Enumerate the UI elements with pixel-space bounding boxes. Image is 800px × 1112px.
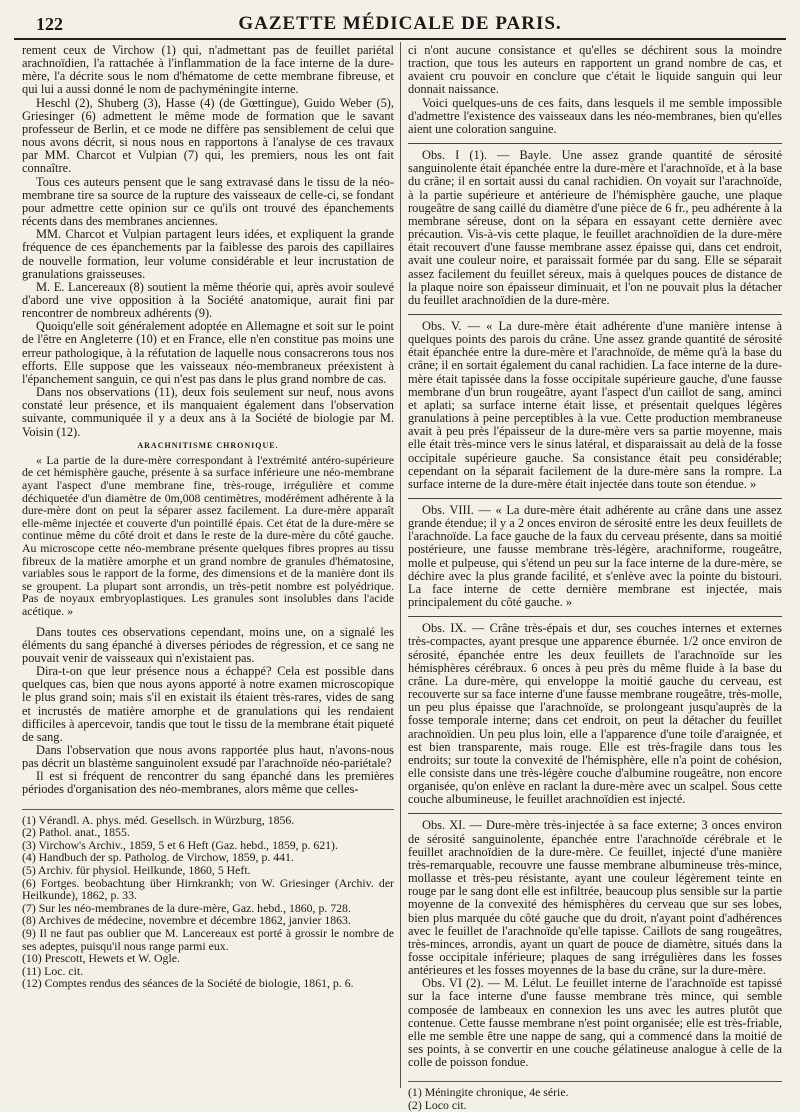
paragraph: Heschl (2), Shuberg (3), Hasse (4) (de Gœttingue), Guido Weber (5), Griesinger (6) admettent le même mode de formation que le savant professeur de Berlin, et ce mode ne diffère pas sensiblement de celui que nous avons décrit, si nous nous en rapportons à l'analyse de ces travaux par MM. Charcot et Vulpian (7) qui, les premiers, nous les ont fait connaître.	[22, 95, 394, 176]
observation-block	[408, 498, 782, 609]
footnote-divider	[408, 1081, 782, 1082]
footnote: (12) Comptes rendus des séances de la Société de biologie, 1861, p. 6.	[22, 976, 354, 991]
section-subheading: ARACHNITISME CHRONIQUE.	[137, 440, 279, 450]
footnote: (4) Handbuch der sp. Patholog. de Virchow, 1859, p. 441.	[22, 850, 294, 865]
page-header	[14, 12, 786, 40]
observation-text: Obs. IX. — Crâne très-épais et dur, ses couches internes et externes très-compactes, ayant presque une apparence éburnée. 1/2 once environ de sérosité, épanchée entre les deux feuillets de l'arachnoïde sur les hémisphères cérébraux. 6 onces à peu près du même fluide à la base du crâne. La dure-mère, qui enveloppe la moitié gauche du cerveau, est recouverte sur sa face interne d'une fausse membrane rougeâtre, très-molle, un peu plus épaisse que l'arachnoïde, se prolongeant jusqu'auprès de la fosse temporale interne; dans cet endroit, on peut la détacher du feuillet arachnoïdien. Un peu plus loin, elle a l'apparence d'une toile d'araignée, et est bien transparente, mais rouge. Elle est très-fragile dans tous les endroits; sur toute la convexité de l'hémisphère, elle n'a point de cohésion, elle consiste dans une très-légère couche d'albumine rougeâtre, non encore organisée, qu'on enlève en raclant la dure-mère avec un scalpel. Sous cette couche albumineuse, le feuillet arachnoïdien est injecté.	[408, 621, 782, 807]
observation-text: Obs. V. — « La dure-mère était adhérente d'une manière intense à quelques points des parois du crâne. Une assez grande quantité de sérosité était épanchée entre la dure-mère et l'arachnoïde, de même qu'à la base du crâne; il en sortait également du canal rachidien. La face interne de la dure-mère était tapissée dans la fosse occipitale supérieure gauche, d'une fausse membrane d'un brun rougeâtre, ayant l'aspect d'un caillot de sang, aminci et aplati; sa surface interne était lisse, et présentait quelques légères granulations à peine perceptibles à la vue. Cette production membraneuse avait à peu près l'épaisseur de la dure-mère vers sa partie moyenne, mais elle était très-mince vers le sinus latéral, et disparaissait au delà de la fosse occipitale supérieure gauche. Sa consistance était peu considérable; cependant on la séparait facilement de la dure-mère sans la rompre. La surface interne de la dure-mère était injectée dans toute son étendue. »	[408, 318, 782, 491]
paragraph: MM. Charcot et Vulpian partagent leurs idées, et expliquent la grande fréquence de ces épanchements par la faiblesse des parois des capillaires de nouvelle formation, leur volume considérable et leur incrustation de granulations graisseuses.	[22, 227, 394, 281]
observation-text: Obs. VIII. — « La dure-mère était adhérente au crâne dans une assez grande étendue; il y a 2 onces environ de sérosité entre les deux feuillets de l'arachnoïde. La face gauche de la faux du cerveau présente, dans sa moitié postérieure, une fausse membrane très-légère, arachniforme, rougeâtre, molle et pulpeuse, qui s'étend un peu sur la face interne de la dure-mère, se déchire avec la plus grande facilité, et s'enlève avec la pointe du bistouri. La face interne de cette dernière membrane est injectée, mais principalement du côté gauche. »	[408, 503, 782, 610]
left-column	[22, 44, 394, 990]
observation-block	[408, 616, 782, 806]
paragraph: M. E. Lancereaux (8) soutient la même théorie qui, après avoir soulevé d'abord une vive opposition à la Société anatomique, aurait fini par rencontrer de nombreux adhérents (9).	[22, 279, 394, 321]
footnote: (9) Il ne faut pas oublier que M. Lancereaux est porté à grossir le nombre de ses adeptes, puisqu'il nous range parmi eux.	[22, 925, 394, 953]
footnote: (7) Sur les néo-membranes de la dure-mère, Gaz. hebd., 1860, p. 728.	[22, 900, 351, 915]
paragraph: Dans l'observation que nous avons rapportée plus haut, n'avons-nous pas décrit un blastème sanguinolent exsudé par l'arachnoïde néo-pariétale?	[22, 742, 394, 771]
footnote: (8) Archives de médecine, novembre et décembre 1862, janvier 1863.	[22, 913, 351, 928]
paragraph: ci n'ont aucune consistance et qu'elles se déchirent sous la moindre traction, que tous les auteurs en rapportent un grand nombre de cas, et avaient cru pouvoir en conclure que c'était le liquide sanguin qui leur donnait naissance.	[408, 43, 782, 97]
paragraph: Dira-t-on que leur présence nous a échappé? Cela est possible dans quelques cas, bien que nous ayons apporté à notre examen microscopique le plus grand soin; mais s'il en existait ils étaient très-rares, vides de sang et incrustés de matière amorphe et de granulations qui les rendaient difficiles à apercevoir, tandis que tout le tissu de la membrane était piqueté de sang.	[22, 664, 394, 744]
observation-text: Obs. XI. — Dure-mère très-injectée à sa face externe; 3 onces environ de sérosité sanguinolente, épanchée entre l'arachnoïde cérébrale et le feuillet arachnoïdien de la dure-mère. Ce feuillet, injecté d'une manière très-remarquable, recouvre une fausse membrane albumineuse très-mince, mollasse et très-peu résistante, ayant une couleur légèrement teinte en rouge par le sang dont elle est infiltrée, beaucoup plus sensible sur la partie moyenne de la convexité des hémisphères du cerveau que sur ses lobes, bien plus marquée du côté gauche que du droit, n'ayant point d'adhérences avec le feuillet de l'arachnoïde qu'elle tapisse. Caillots de sang rougeâtres, très-minces, arrondis, ayant un quart de pouce de diamètre, situés dans la fosse occipitale inférieure; plaques de sang irrégulières dans les fosses antérieures et les fosses moyennes de la base du crâne, sur la dure-mère.	[408, 818, 782, 978]
paragraph: Quoiqu'elle soit généralement adoptée en Allemagne et soit sur le point de l'être en Angleterre (10) et en France, elle n'en constitue pas moins une erreur pathologique, à la réfutation de laquelle nous consacrerons tous nos efforts. Elle suppose que les vaisseaux néo-membraneux préexistent à l'épanchement sanguin, ce qui n'est pas dans le plus grand nombre de cas.	[22, 319, 394, 386]
right-column	[408, 44, 782, 1112]
footnote: (6) Fortges. beobachtung über Hirnkrankh; von W. Griesinger (Archiv. der Heilkunde), 1862, p. 33.	[22, 875, 394, 903]
footnote: (1) Méningite chronique, 4e série.	[408, 1085, 569, 1100]
footnote: (11) Loc. cit.	[22, 963, 84, 978]
footnote: (3) Virchow's Archiv., 1859, 5 et 6 Heft (Gaz. hebd., 1859, p. 621).	[22, 837, 338, 852]
paragraph: rement ceux de Virchow (1) qui, n'admettant pas de feuillet pariétal arachnoïdien, l'a rattachée à l'inflammation de la face interne de la dure-mère, l'a décrite sous le nom d'hématome de cette membrane fibreuse, et qui lui a aussi donné le nom de pachyméningite interne.	[22, 43, 394, 97]
quoted-observation: « La partie de la dure-mère correspondant à l'extrémité antéro-supérieure de cet hémisphère gauche, présente à sa surface inférieure une néo-membrane ayant l'aspect d'une membrane fine, très-rouge, irrégulière et comme déchiquetée d'un diamètre de 0m,008 centimètres, modérément adhérente à la dure-mère dont on peut la séparer assez facilement. La dure-mère apparaît elle-même injectée et couverte d'un pointillé épais. Cet état de la dure-mère se continue même du côté droit et dans le reste de la dure-mère du côté gauche. Au microscope cette néo-membrane présente quelques fibres propres au tissu fibreux de la matière amorphe et un grand nombre de granules d'hématosine, variables sous le rapport de la forme, des dimensions et de la manière dont ils se groupent. La plupart sont arrondis, un très-petit nombre est polyédrique. Pas de noyaux embryoplastiques. Les granules sont insolubles dans l'acide acétique. »	[22, 452, 394, 618]
page-number: 122	[36, 14, 63, 34]
footnote: (10) Prescott, Hewets et W. Ogle.	[22, 951, 180, 966]
paragraph: Voici quelques-uns de ces faits, dans lesquels il me semble impossible d'admettre l'existence des vaisseaux dans les néo-membranes, bien qu'elles aient une coloration sanguine.	[408, 95, 782, 136]
observation-block	[408, 143, 782, 307]
observation-block	[408, 314, 782, 491]
paragraph: Dans toutes ces observations cependant, moins une, on a signalé les éléments du sang épanché à diverses périodes de régression, et ce sang ne pouvait venir de vaisseaux qui n'existaient pas.	[22, 624, 394, 665]
observation-block	[408, 813, 782, 1069]
observation-text: Obs. I (1). — Bayle. Une assez grande quantité de sérosité sanguinolente était épanchée entre la dure-mère et l'arachnoïde, et à la base du crâne; il en sortait aussi du canal rachidien. On voyait sur l'arachnoïde, à la partie supérieure et antérieure de l'hémisphère gauche, une plaque rougeâtre de sang caillé du diamètre d'une pièce de 6 fr., peu adhérente à la membrane séreuse, dont on la sépara en essayant cette dernière avec précaution. Vis-à-vis cette plaque, le feuillet arachnoïdien de la dure-mère était recouvert d'une fausse membrane assez épaisse qui, dans cet endroit, avait une couleur noire, et paraissait formée par du sang. Elle se séparait assez facilement du feuillet séreux, mais à quelques pouces de distance de la plaque noire son épaisseur diminuait, et l'on ne pouvait plus la détacher du feuillet arachnoïdien de la dure-mère.	[408, 148, 782, 307]
paragraph: Il est si fréquent de rencontrer du sang épanché dans les premières périodes d'organisation des néo-membranes, alors même que celles-	[22, 769, 394, 797]
footnote-divider	[22, 809, 394, 810]
footnotes-left	[22, 814, 394, 990]
paragraph: Dans nos observations (11), deux fois seulement sur neuf, nous avons constaté leur présence, et ils manquaient également dans l'observation suivante, communiquée il y a deux ans à la Société de biologie par M. Voisin (12).	[22, 385, 394, 439]
journal-title: GAZETTE MÉDICALE DE PARIS.	[238, 13, 562, 34]
observation-text: Obs. VI (2). — M. Lélut. Le feuillet interne de l'arachnoïde est tapissé sur la face interne d'une fausse membrane très mince, qui semble composée de lambeaux en connexion les uns avec les autres plutôt que contenue. Cette fausse membrane n'est point organisée; elle est très-friable, elle me semble être une nappe de sang, qui a commencé dans la moitié de ses points, à se convertir en une couche gélatineuse analogue à celle de la colle de poisson fondue.	[408, 976, 782, 1070]
footnote: (2) Loco cit.	[408, 1098, 467, 1112]
footnote: (1) Vérandl. A. phys. méd. Gesellsch. in Würzburg, 1856.	[22, 812, 295, 827]
footnotes-right	[408, 1086, 782, 1111]
paragraph: Tous ces auteurs pensent que le sang extravasé dans le tissu de la néo-membrane tire sa source de la rupture des vaisseaux de celle-ci, se fondant pour admettre cette opinion sur ce qu'ils ont trouvé des épanchements récents dans des membranes anciennes.	[22, 174, 394, 229]
footnote: (2) Pathol. anat., 1855.	[22, 825, 130, 840]
footnote: (5) Archiv. für physiol. Heilkunde, 1860, 5 Heft.	[22, 862, 251, 877]
column-divider	[400, 42, 401, 1088]
